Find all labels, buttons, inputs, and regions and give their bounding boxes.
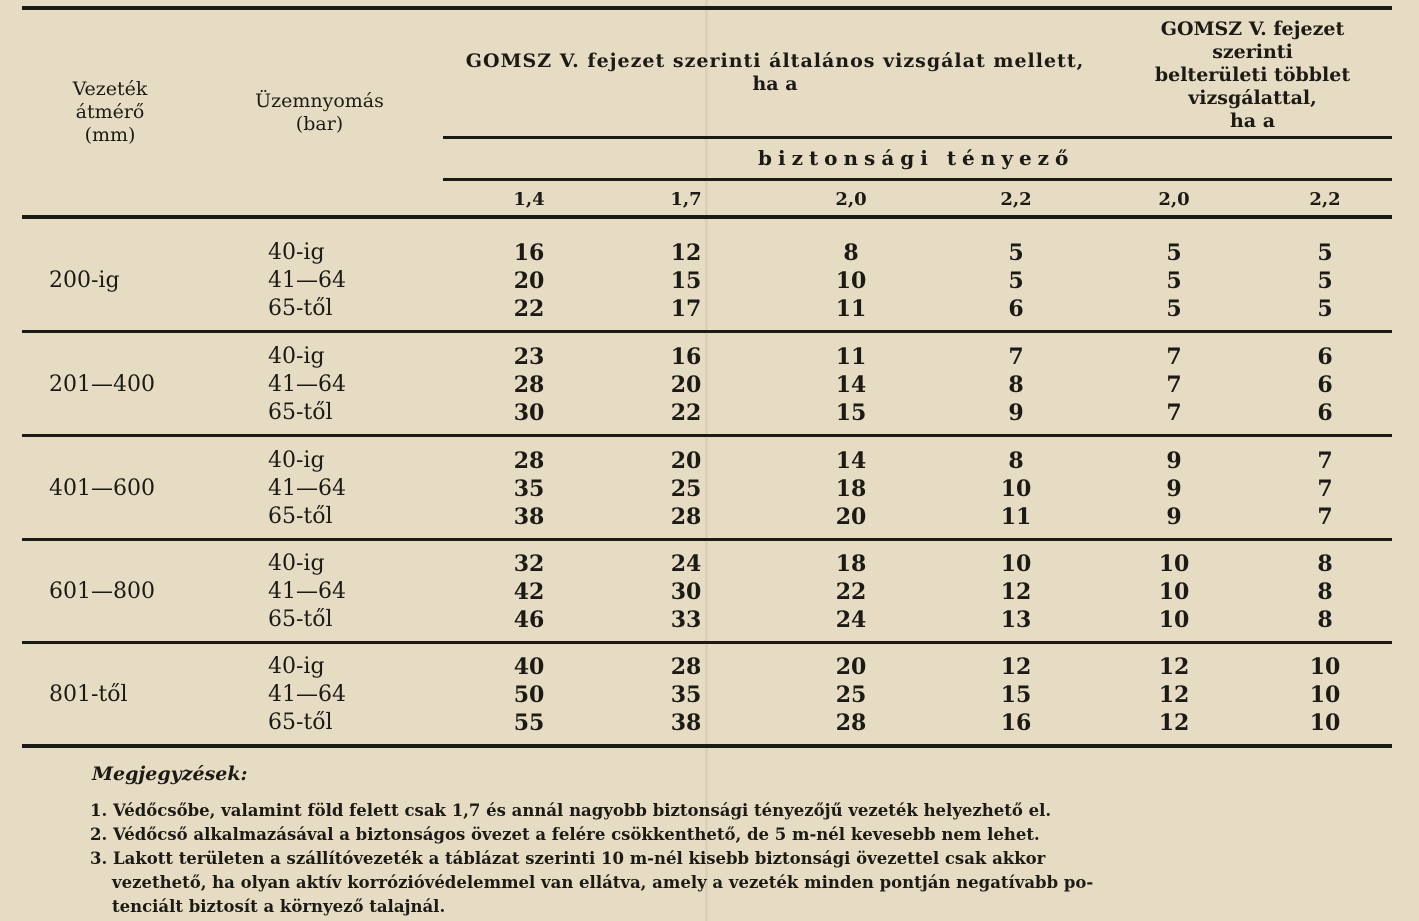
zone-width-cell: 11	[835, 344, 867, 370]
zone-width-cell: 8	[843, 240, 859, 266]
diameter-cell: 201—400	[49, 372, 155, 397]
zone-width-cell: 17	[670, 296, 702, 322]
zone-width-cell: 14	[835, 372, 867, 398]
diameter-header-line: átmérő	[75, 101, 145, 123]
pressure-cell: 40-ig	[268, 654, 325, 679]
zone-width-cell: 20	[835, 654, 867, 680]
zone-width-cell: 11	[1000, 504, 1032, 530]
zone-width-cell: 10	[1309, 654, 1341, 680]
pressure-cell: 40-ig	[268, 240, 325, 265]
zone-width-cell: 28	[670, 504, 702, 530]
zone-width-cell: 12	[1158, 682, 1190, 708]
zone-width-cell: 25	[835, 682, 867, 708]
zone-width-cell: 23	[513, 344, 545, 370]
zone-width-cell: 12	[1158, 710, 1190, 736]
zone-width-cell: 5	[1166, 240, 1182, 266]
urban-inspection-header	[1130, 18, 1375, 133]
table-bottom-rule	[22, 744, 1392, 748]
zone-width-cell: 7	[1317, 504, 1333, 530]
zone-width-cell: 7	[1317, 476, 1333, 502]
safety-factor-value: 1,7	[670, 189, 702, 210]
zone-width-cell: 20	[670, 448, 702, 474]
zone-width-cell: 5	[1008, 268, 1024, 294]
urban-header-line: vizsgálattal,	[1188, 87, 1317, 109]
zone-width-cell: 10	[835, 268, 867, 294]
safety-factor-label: biztonsági tényező	[758, 146, 1075, 170]
zone-width-cell: 6	[1317, 400, 1333, 426]
pressure-cell: 40-ig	[268, 344, 325, 369]
zone-width-cell: 10	[1158, 551, 1190, 577]
pressure-cell: 41—64	[268, 372, 346, 397]
pressure-cell: 65-től	[268, 710, 333, 735]
zone-width-cell: 10	[1158, 607, 1190, 633]
zone-width-cell: 18	[835, 551, 867, 577]
zone-width-cell: 38	[670, 710, 702, 736]
zone-width-cell: 7	[1166, 372, 1182, 398]
zone-width-cell: 28	[670, 654, 702, 680]
zone-width-cell: 15	[670, 268, 702, 294]
zone-width-cell: 8	[1317, 607, 1333, 633]
zone-width-cell: 14	[835, 448, 867, 474]
zone-width-cell: 5	[1317, 296, 1333, 322]
zone-width-cell: 22	[835, 579, 867, 605]
zone-width-cell: 40	[513, 654, 545, 680]
zone-width-cell: 8	[1008, 372, 1024, 398]
diameter-cell: 601—800	[49, 579, 155, 604]
zone-width-cell: 12	[1000, 654, 1032, 680]
zone-width-cell: 35	[670, 682, 702, 708]
zone-width-cell: 50	[513, 682, 545, 708]
general-header-line: GOMSZ V. fejezet szerinti általános vizsgálat mellett,	[465, 50, 1085, 72]
zone-width-cell: 16	[1000, 710, 1032, 736]
zone-width-cell: 55	[513, 710, 545, 736]
zone-width-cell: 9	[1008, 400, 1024, 426]
zone-width-cell: 9	[1166, 504, 1182, 530]
zone-width-cell: 10	[1158, 579, 1190, 605]
zone-width-cell: 8	[1008, 448, 1024, 474]
general-inspection-header	[445, 50, 1105, 96]
zone-width-cell: 12	[670, 240, 702, 266]
zone-width-cell: 9	[1166, 476, 1182, 502]
zone-width-cell: 24	[835, 607, 867, 633]
zone-width-cell: 38	[513, 504, 545, 530]
diameter-cell: 801-től	[49, 682, 128, 707]
group-rule-4	[22, 641, 1392, 644]
safety-factor-value: 2,2	[1000, 189, 1032, 210]
zone-width-cell: 16	[513, 240, 545, 266]
zone-width-cell: 30	[670, 579, 702, 605]
pressure-cell: 65-től	[268, 400, 333, 425]
zone-width-cell: 28	[513, 372, 545, 398]
urban-header-line: belterületi többlet	[1154, 64, 1351, 86]
zone-width-cell: 8	[1317, 579, 1333, 605]
pressure-header-line: (bar)	[295, 113, 344, 135]
urban-header-line: szerinti	[1212, 41, 1293, 63]
factor-rule	[443, 178, 1392, 181]
pressure-cell: 65-től	[268, 504, 333, 529]
note-line: tenciált biztosít a környező talajnál.	[112, 897, 446, 916]
zone-width-cell: 35	[513, 476, 545, 502]
group-rule-3	[22, 538, 1392, 541]
zone-width-cell: 18	[835, 476, 867, 502]
urban-header-line: ha a	[1229, 110, 1276, 132]
zone-width-cell: 12	[1158, 654, 1190, 680]
zone-width-cell: 7	[1008, 344, 1024, 370]
zone-width-cell: 42	[513, 579, 545, 605]
zone-width-cell: 7	[1166, 344, 1182, 370]
pressure-cell: 40-ig	[268, 448, 325, 473]
note-line: 2. Védőcső alkalmazásával a biztonságos övezet a felére csökkenthető, de 5 m-nél kevesebb nem lehet.	[90, 825, 1040, 844]
zone-width-cell: 10	[1000, 476, 1032, 502]
zone-width-cell: 10	[1309, 710, 1341, 736]
zone-width-cell: 28	[513, 448, 545, 474]
safety-factor-value: 1,4	[513, 189, 545, 210]
zone-width-cell: 7	[1317, 448, 1333, 474]
zone-width-cell: 5	[1317, 268, 1333, 294]
zone-width-cell: 24	[670, 551, 702, 577]
diameter-header	[40, 78, 180, 147]
zone-width-cell: 5	[1008, 240, 1024, 266]
diameter-cell: 200-ig	[49, 268, 120, 293]
zone-width-cell: 6	[1317, 344, 1333, 370]
pressure-header-line: Üzemnyomás	[255, 90, 384, 112]
zone-width-cell: 46	[513, 607, 545, 633]
general-header-line: ha a	[752, 73, 798, 95]
zone-width-cell: 9	[1166, 448, 1182, 474]
top-rule	[22, 6, 1392, 10]
diameter-cell: 401—600	[49, 476, 155, 501]
pressure-cell: 65-től	[268, 607, 333, 632]
zone-width-cell: 16	[670, 344, 702, 370]
zone-width-cell: 11	[835, 296, 867, 322]
diameter-header-line: (mm)	[84, 124, 136, 146]
zone-width-cell: 20	[670, 372, 702, 398]
note-line: 3. Lakott területen a szállítóvezeték a táblázat szerinti 10 m-nél kisebb biztonsági övezettel csak akkor	[90, 849, 1046, 868]
safety-factor-value: 2,0	[835, 189, 867, 210]
zone-width-cell: 5	[1166, 268, 1182, 294]
pressure-header	[232, 90, 407, 136]
zone-width-cell: 6	[1317, 372, 1333, 398]
header-subrule	[443, 136, 1392, 139]
zone-width-cell: 15	[835, 400, 867, 426]
safety-factor-value: 2,0	[1158, 189, 1190, 210]
safety-factor-value: 2,2	[1309, 189, 1341, 210]
pressure-cell: 40-ig	[268, 551, 325, 576]
zone-width-cell: 8	[1317, 551, 1333, 577]
zone-width-cell: 33	[670, 607, 702, 633]
pressure-cell: 41—64	[268, 682, 346, 707]
zone-width-cell: 7	[1166, 400, 1182, 426]
diameter-header-line: Vezeték	[72, 78, 148, 100]
group-rule-1	[22, 330, 1392, 333]
zone-width-cell: 20	[513, 268, 545, 294]
urban-header-line: GOMSZ V. fejezet	[1160, 18, 1345, 40]
note-line: vezethető, ha olyan aktív korrózióvédelemmel van ellátva, amely a vezeték minden pontján negatívabb po-	[112, 873, 1094, 892]
pressure-cell: 41—64	[268, 579, 346, 604]
zone-width-cell: 22	[513, 296, 545, 322]
zone-width-cell: 22	[670, 400, 702, 426]
zone-width-cell: 5	[1166, 296, 1182, 322]
zone-width-cell: 15	[1000, 682, 1032, 708]
zone-width-cell: 13	[1000, 607, 1032, 633]
zone-width-cell: 6	[1008, 296, 1024, 322]
zone-width-cell: 30	[513, 400, 545, 426]
group-rule-2	[22, 434, 1392, 437]
zone-width-cell: 32	[513, 551, 545, 577]
header-bottom-rule	[22, 215, 1392, 219]
zone-width-cell: 20	[835, 504, 867, 530]
pressure-cell: 65-től	[268, 296, 333, 321]
zone-width-cell: 10	[1000, 551, 1032, 577]
notes-title: Megjegyzések:	[92, 763, 248, 785]
zone-width-cell: 25	[670, 476, 702, 502]
zone-width-cell: 5	[1317, 240, 1333, 266]
pressure-cell: 41—64	[268, 476, 346, 501]
pressure-cell: 41—64	[268, 268, 346, 293]
zone-width-cell: 12	[1000, 579, 1032, 605]
note-line: 1. Védőcsőbe, valamint föld felett csak 1,7 és annál nagyobb biztonsági tényezőjű vezeték helyezhető el.	[90, 801, 1052, 820]
zone-width-cell: 28	[835, 710, 867, 736]
zone-width-cell: 10	[1309, 682, 1341, 708]
